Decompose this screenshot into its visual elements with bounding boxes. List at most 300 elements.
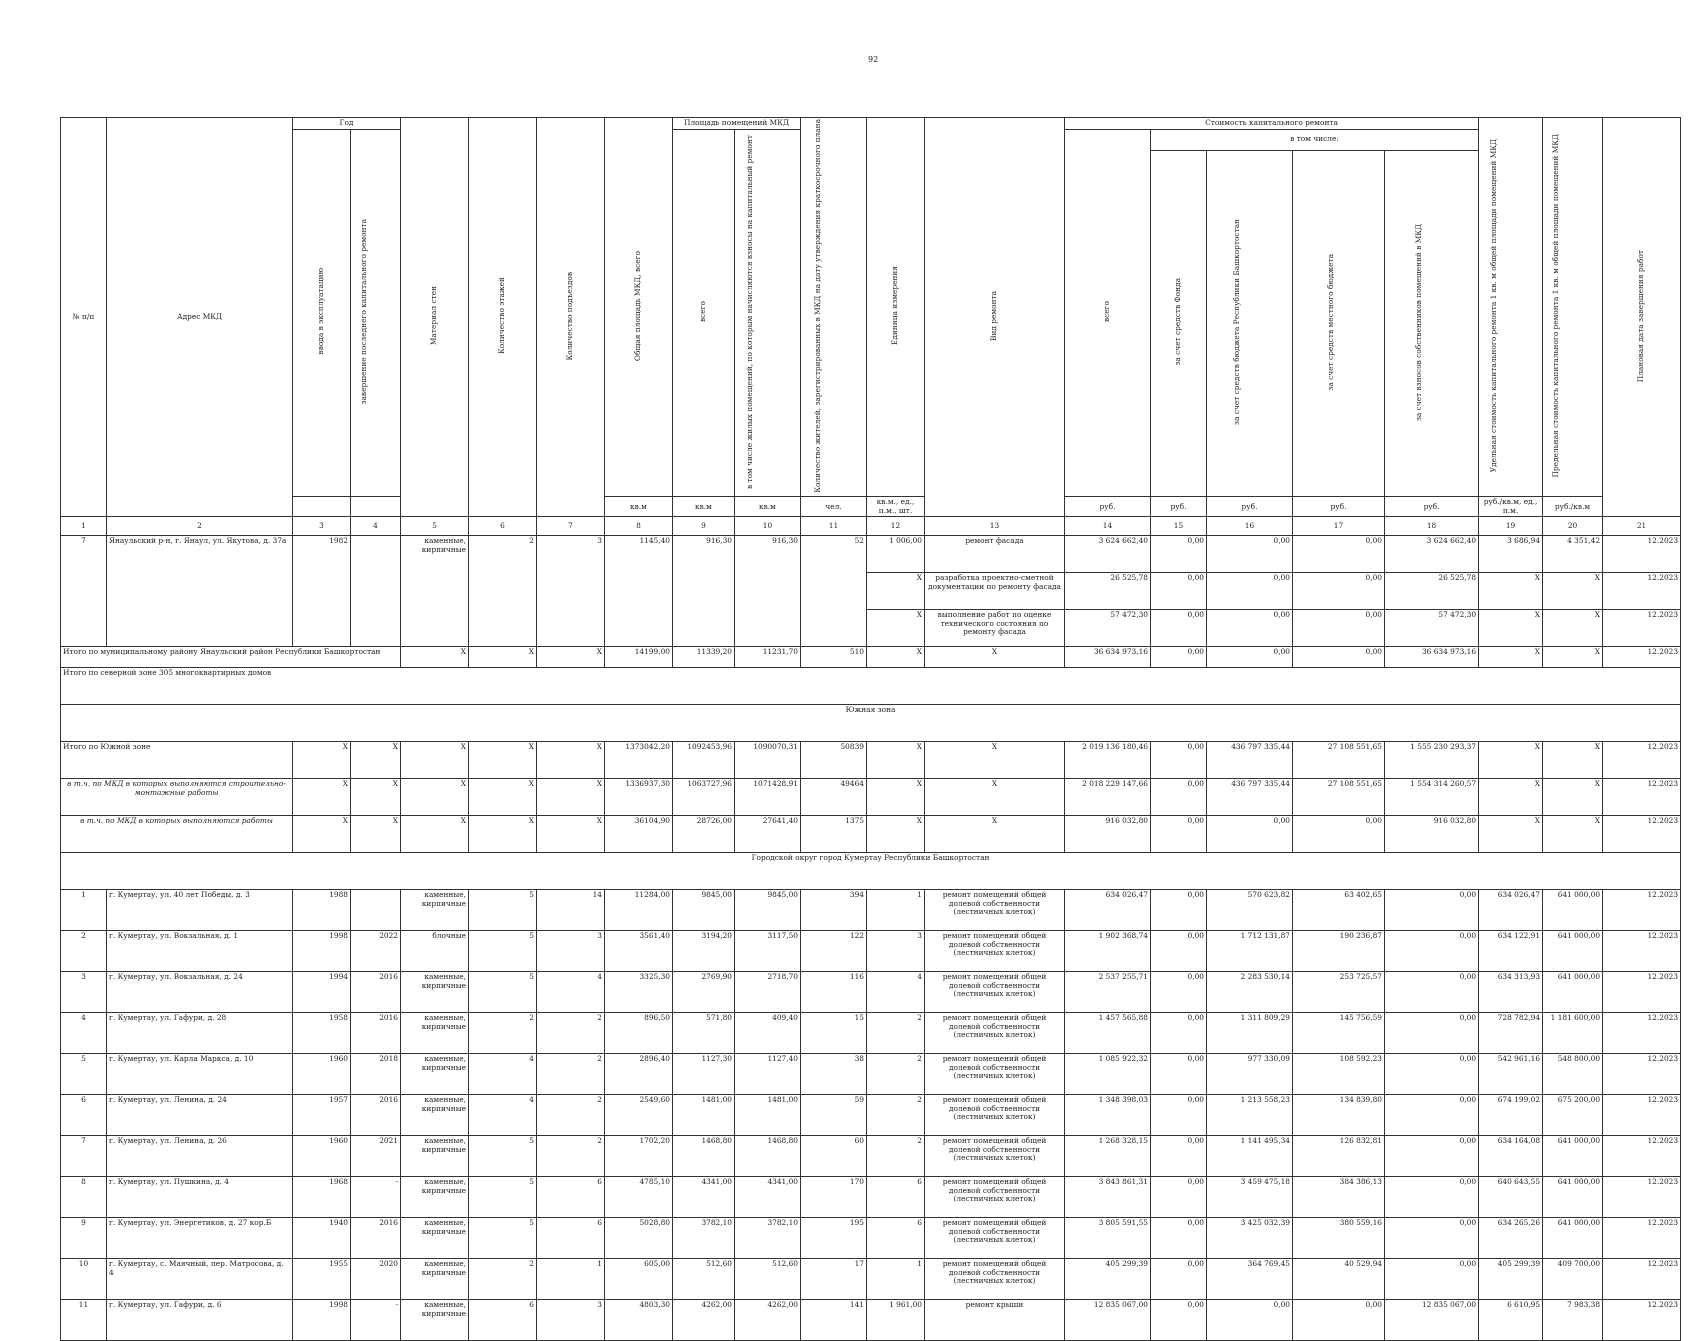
- row-no: 7: [61, 536, 107, 647]
- row-entrances: 14: [537, 890, 605, 931]
- total-row: [61, 647, 1681, 668]
- row-premises: 1468,80: [673, 1136, 735, 1177]
- col-number: 13: [925, 517, 1065, 536]
- row-address: г. Кумертау, ул. Вокзальная, д. 1: [107, 931, 293, 972]
- row-budget-local: 108 592,23: [1293, 1054, 1385, 1095]
- total-row: [61, 816, 1681, 853]
- south-sub2-label: в т.ч. по МКД в которых выполняются работы: [61, 816, 293, 853]
- south-total-last: X: [351, 742, 401, 779]
- row-cost-total: 3 843 861,31: [1065, 1177, 1151, 1218]
- row-fund: 0,00: [1151, 1177, 1207, 1218]
- total-area: 14199,00: [605, 647, 673, 668]
- row-budget-local: 40 529,94: [1293, 1259, 1385, 1300]
- row-repair-type: ремонт помещений общей долевой собственности (лестничных клеток): [925, 972, 1065, 1013]
- col-number: 8: [605, 517, 673, 536]
- row-premises-repair: 1481,00: [735, 1095, 801, 1136]
- hdr-owners: за счет взносов собственников помещений в МКД: [1385, 150, 1479, 497]
- row-no: 5: [61, 1054, 107, 1095]
- south-total-budget-local: 27 108 551,65: [1293, 742, 1385, 779]
- south-total-year: X: [293, 742, 351, 779]
- row-owners: 0,00: [1385, 972, 1479, 1013]
- row-plan-date: 12.2023: [1603, 536, 1681, 573]
- row-budget-rb: 2 283 530,14: [1207, 972, 1293, 1013]
- table-row: [61, 1300, 1681, 1341]
- row-repair-type: ремонт помещений общей долевой собственности (лестничных клеток): [925, 1218, 1065, 1259]
- row-plan-date: 12.2023: [1603, 1136, 1681, 1177]
- south-sub1-owners: 1 554 314 260,57: [1385, 779, 1479, 816]
- row-unit: 1 961,00: [867, 1300, 925, 1341]
- south-sub1-label: в т.ч. по МКД в которых выполняются строительно-монтажные работы: [61, 779, 293, 816]
- row-material: каменные, кирпичные: [401, 972, 469, 1013]
- row-residents: 141: [801, 1300, 867, 1341]
- row-address: г. Кумертау, ул. Гафури, д. 28: [107, 1013, 293, 1054]
- south-sub2-floors: X: [469, 816, 537, 853]
- south-total-max: X: [1543, 742, 1603, 779]
- south-total-unit: X: [867, 742, 925, 779]
- south-sub2-unit: X: [867, 816, 925, 853]
- row-repair-type: ремонт фасада: [925, 536, 1065, 573]
- row-max-cost: 641 000,00: [1543, 1218, 1603, 1259]
- row-fund: 0,00: [1151, 610, 1207, 647]
- row-total-area: 896,50: [605, 1013, 673, 1054]
- row-repair-type: ремонт помещений общей долевой собственности (лестничных клеток): [925, 1177, 1065, 1218]
- row-address: Янаульский р-н, г. Янаул, ул. Якутова, д. 37а: [107, 536, 293, 647]
- row-last-repair: 2016: [351, 1013, 401, 1054]
- row-no: 3: [61, 972, 107, 1013]
- row-year: 1940: [293, 1218, 351, 1259]
- hdr-wall-material: Материал стен: [401, 118, 469, 517]
- col-number: 3: [293, 517, 351, 536]
- row-year: 1994: [293, 972, 351, 1013]
- capital-repair-table: [60, 117, 1681, 1341]
- row-cost-total: 12 835 067,00: [1065, 1300, 1151, 1341]
- hdr-premises-area: Площадь помещений МКД: [673, 118, 801, 130]
- row-max-cost: 641 000,00: [1543, 931, 1603, 972]
- hdr-premises-repair: в том числе жилых помещений, по которым начисляются взносы на капитальный ремонт: [735, 129, 801, 497]
- row-budget-rb: 1 712 131,87: [1207, 931, 1293, 972]
- row-specific-cost: 542 961,16: [1479, 1054, 1543, 1095]
- row-specific-cost: 640 643,55: [1479, 1177, 1543, 1218]
- south-sub2-owners: 916 032,80: [1385, 816, 1479, 853]
- row-last-repair: 2016: [351, 1095, 401, 1136]
- south-sub2-year: X: [293, 816, 351, 853]
- row-plan-date: 12.2023: [1603, 931, 1681, 972]
- col-number: 19: [1479, 517, 1543, 536]
- row-owners: 0,00: [1385, 890, 1479, 931]
- south-sub1-premises: 1063727,96: [673, 779, 735, 816]
- row-premises-repair: 9845,00: [735, 890, 801, 931]
- row-fund: 0,00: [1151, 1259, 1207, 1300]
- south-total-budget-rb: 436 797 335,44: [1207, 742, 1293, 779]
- row-unit: X: [867, 573, 925, 610]
- row-budget-rb: 364 769,45: [1207, 1259, 1293, 1300]
- row-cost-total: 1 457 565,88: [1065, 1013, 1151, 1054]
- row-budget-rb: 3 459 475,18: [1207, 1177, 1293, 1218]
- row-plan-date: 12.2023: [1603, 1218, 1681, 1259]
- row-floors: 2: [469, 1013, 537, 1054]
- hdr-unit-residents: чел.: [801, 497, 867, 517]
- total-cost: 36 634 973,16: [1065, 647, 1151, 668]
- row-last-repair: 2016: [351, 1218, 401, 1259]
- row-max-cost: 409 700,00: [1543, 1259, 1603, 1300]
- hdr-cost: Стоимость капитального ремонта: [1065, 118, 1479, 130]
- hdr-max-cost: Предельная стоимость капитального ремонта 1 кв. м общей площади помещений МКД: [1543, 118, 1603, 497]
- row-address: г. Кумертау, ул. 40 лет Победы, д. 3: [107, 890, 293, 931]
- row-premises: 3782,10: [673, 1218, 735, 1259]
- hdr-specific-cost: Удельная стоимость капитального ремонта 1 кв. м общей площади помещений МКД: [1479, 118, 1543, 497]
- row-max-cost: 675 200,00: [1543, 1095, 1603, 1136]
- col-number: 10: [735, 517, 801, 536]
- south-sub2-date: 12.2023: [1603, 816, 1681, 853]
- row-premises: 512,60: [673, 1259, 735, 1300]
- row-budget-local: 380 559,16: [1293, 1218, 1385, 1259]
- hdr-including: в том числе:: [1151, 129, 1479, 150]
- south-total-date: 12.2023: [1603, 742, 1681, 779]
- table-row: [61, 1177, 1681, 1218]
- col-number: 6: [469, 517, 537, 536]
- south-sub1-budget-rb: 436 797 335,44: [1207, 779, 1293, 816]
- hdr-unit-cost-total: руб.: [1065, 497, 1151, 517]
- row-budget-local: 145 756,59: [1293, 1013, 1385, 1054]
- row-last-repair: 2020: [351, 1259, 401, 1300]
- row-floors: 5: [469, 1136, 537, 1177]
- south-sub1-floors: X: [469, 779, 537, 816]
- row-budget-local: 253 725,57: [1293, 972, 1385, 1013]
- row-year: 1988: [293, 890, 351, 931]
- row-year: 1998: [293, 931, 351, 972]
- hdr-unit-max: руб./кв.м: [1543, 497, 1603, 517]
- row-last-repair: 2021: [351, 1136, 401, 1177]
- table-row: [61, 1136, 1681, 1177]
- row-plan-date: 12.2023: [1603, 1054, 1681, 1095]
- row-residents: 52: [801, 536, 867, 647]
- south-sub1-unit: X: [867, 779, 925, 816]
- south-sub2-max: X: [1543, 816, 1603, 853]
- row-max-cost: 641 000,00: [1543, 1177, 1603, 1218]
- row-budget-local: 0,00: [1293, 573, 1385, 610]
- row-budget-rb: 1 311 809,29: [1207, 1013, 1293, 1054]
- col-number: 21: [1603, 517, 1681, 536]
- south-sub2-residents: 1375: [801, 816, 867, 853]
- total-budget-rb: 0,00: [1207, 647, 1293, 668]
- row-total-area: 3561,40: [605, 931, 673, 972]
- south-sub1-fund: 0,00: [1151, 779, 1207, 816]
- total-budget-local: 0,00: [1293, 647, 1385, 668]
- row-plan-date: 12.2023: [1603, 1300, 1681, 1341]
- row-no: 2: [61, 931, 107, 972]
- south-sub1-entrances: X: [537, 779, 605, 816]
- total-row: [61, 742, 1681, 779]
- row-owners: 0,00: [1385, 1013, 1479, 1054]
- row-entrances: 2: [537, 1136, 605, 1177]
- hdr-floors: Количество этажей: [469, 118, 537, 517]
- row-plan-date: 12.2023: [1603, 972, 1681, 1013]
- row-budget-local: 190 236,87: [1293, 931, 1385, 972]
- row-entrances: 1: [537, 1259, 605, 1300]
- row-max-cost: 4 351,42: [1543, 536, 1603, 573]
- row-fund: 0,00: [1151, 1095, 1207, 1136]
- row-repair-type: ремонт помещений общей долевой собственности (лестничных клеток): [925, 1054, 1065, 1095]
- total-label: Итого по муниципальному району Янаульский район Республики Башкортостан: [61, 647, 401, 668]
- row-no: 1: [61, 890, 107, 931]
- total-row: [61, 779, 1681, 816]
- hdr-unit: Единица измерения: [867, 118, 925, 497]
- row-cost-total: 1 268 328,15: [1065, 1136, 1151, 1177]
- row-premises-repair: 2718,70: [735, 972, 801, 1013]
- row-cost-total: 405 299,39: [1065, 1259, 1151, 1300]
- row-budget-local: 134 839,80: [1293, 1095, 1385, 1136]
- row-residents: 60: [801, 1136, 867, 1177]
- row-cost-total: 634 026,47: [1065, 890, 1151, 931]
- hdr-unit-total-area: кв.м: [605, 497, 673, 517]
- hdr-unit-fund: руб.: [1151, 497, 1207, 517]
- row-last-repair: -: [351, 1300, 401, 1341]
- row-floors: 5: [469, 931, 537, 972]
- row-budget-local: 0,00: [1293, 536, 1385, 573]
- table-row: [61, 536, 1681, 573]
- hdr-year: Год: [293, 118, 401, 130]
- row-premises-repair: 512,60: [735, 1259, 801, 1300]
- row-material: каменные, кирпичные: [401, 1218, 469, 1259]
- row-premises-repair: 1127,40: [735, 1054, 801, 1095]
- row-year: 1960: [293, 1054, 351, 1095]
- north-zone-total-label: Итого по северной зоне 305 многоквартирных домов: [61, 668, 1681, 705]
- row-unit: 1 006,00: [867, 536, 925, 573]
- row-address: г. Кумертау, ул. Пушкина, д. 4: [107, 1177, 293, 1218]
- row-unit: 6: [867, 1218, 925, 1259]
- row-premises-repair: 4341,00: [735, 1177, 801, 1218]
- row-no: 8: [61, 1177, 107, 1218]
- total-unit: X: [867, 647, 925, 668]
- row-year: 1968: [293, 1177, 351, 1218]
- row-floors: 5: [469, 1177, 537, 1218]
- row-budget-rb: 3 425 032,39: [1207, 1218, 1293, 1259]
- row-unit: 4: [867, 972, 925, 1013]
- row-fund: 0,00: [1151, 1136, 1207, 1177]
- row-premises: 4262,00: [673, 1300, 735, 1341]
- row-plan-date: 12.2023: [1603, 1095, 1681, 1136]
- south-sub2-cost: 916 032,80: [1065, 816, 1151, 853]
- row-budget-rb: 570 623,82: [1207, 890, 1293, 931]
- row-repair-type: выполнение работ по оценке технического состояния по ремонту фасада: [925, 610, 1065, 647]
- row-owners: 0,00: [1385, 1054, 1479, 1095]
- row-material: блочные: [401, 931, 469, 972]
- row-specific-cost: 674 199,02: [1479, 1095, 1543, 1136]
- table-row: [61, 972, 1681, 1013]
- row-fund: 0,00: [1151, 1218, 1207, 1259]
- row-specific-cost: X: [1479, 573, 1543, 610]
- row-repair-type: ремонт помещений общей долевой собственности (лестничных клеток): [925, 1095, 1065, 1136]
- col-number: 5: [401, 517, 469, 536]
- row-residents: 195: [801, 1218, 867, 1259]
- table-row: [61, 1259, 1681, 1300]
- south-sub2-specific: X: [1479, 816, 1543, 853]
- page-number: 92: [868, 55, 879, 64]
- row-plan-date: 12.2023: [1603, 573, 1681, 610]
- row-entrances: 3: [537, 536, 605, 647]
- row-plan-date: 12.2023: [1603, 1259, 1681, 1300]
- row-fund: 0,00: [1151, 573, 1207, 610]
- hdr-budget-rb: за счет средств бюджета Республики Башкортостан: [1207, 150, 1293, 497]
- col-number: 14: [1065, 517, 1151, 536]
- hdr-no: № п/п: [61, 118, 107, 517]
- capital-repair-table-wrap: [60, 117, 1680, 1341]
- row-budget-rb: 0,00: [1207, 610, 1293, 647]
- col-number: 18: [1385, 517, 1479, 536]
- row-plan-date: 12.2023: [1603, 610, 1681, 647]
- row-cost-total: 26 525,78: [1065, 573, 1151, 610]
- row-max-cost: 548 800,00: [1543, 1054, 1603, 1095]
- row-fund: 0,00: [1151, 536, 1207, 573]
- row-premises: 916,30: [673, 536, 735, 647]
- row-address: г. Кумертау, ул. Вокзальная, д. 24: [107, 972, 293, 1013]
- row-unit: 2: [867, 1054, 925, 1095]
- south-sub1-budget-local: 27 108 551,65: [1293, 779, 1385, 816]
- row-last-repair: 2018: [351, 1054, 401, 1095]
- row-no: 7: [61, 1136, 107, 1177]
- row-budget-local: 0,00: [1293, 610, 1385, 647]
- row-residents: 17: [801, 1259, 867, 1300]
- row-entrances: 2: [537, 1013, 605, 1054]
- total-row: [61, 668, 1681, 705]
- row-fund: 0,00: [1151, 1013, 1207, 1054]
- south-sub1-year: X: [293, 779, 351, 816]
- row-last-repair: [351, 890, 401, 931]
- row-residents: 38: [801, 1054, 867, 1095]
- section-row: [61, 853, 1681, 890]
- row-cost-total: 3 805 591,55: [1065, 1218, 1151, 1259]
- south-sub2-fund: 0,00: [1151, 816, 1207, 853]
- total-premises: 11339,20: [673, 647, 735, 668]
- south-sub2-last: X: [351, 816, 401, 853]
- row-address: г. Кумертау, ул. Карла Маркса, д. 10: [107, 1054, 293, 1095]
- row-address: г. Кумертау, ул. Гафури, д. 6: [107, 1300, 293, 1341]
- row-max-cost: 7 983,38: [1543, 1300, 1603, 1341]
- hdr-premises-total: всего: [673, 129, 735, 497]
- total-premises-repair: 11231,70: [735, 647, 801, 668]
- row-specific-cost: X: [1479, 610, 1543, 647]
- row-plan-date: 12.2023: [1603, 890, 1681, 931]
- row-budget-rb: 1 141 495,34: [1207, 1136, 1293, 1177]
- row-floors: 5: [469, 972, 537, 1013]
- row-entrances: 2: [537, 1095, 605, 1136]
- row-residents: 122: [801, 931, 867, 972]
- row-specific-cost: 6 610,95: [1479, 1300, 1543, 1341]
- row-owners: 0,00: [1385, 1177, 1479, 1218]
- south-total-specific: X: [1479, 742, 1543, 779]
- row-owners: 0,00: [1385, 1259, 1479, 1300]
- row-no: 10: [61, 1259, 107, 1300]
- hdr-entrances: Количество подъездов: [537, 118, 605, 517]
- south-sub2-area: 36104,90: [605, 816, 673, 853]
- south-sub1-max: X: [1543, 779, 1603, 816]
- hdr-address: Адрес МКД: [107, 118, 293, 517]
- south-total-residents: 50839: [801, 742, 867, 779]
- row-premises: 571,80: [673, 1013, 735, 1054]
- row-budget-local: 0,00: [1293, 1300, 1385, 1341]
- row-premises: 9845,00: [673, 890, 735, 931]
- south-sub2-premises-repair: 27641,40: [735, 816, 801, 853]
- south-total-area: 1373042,20: [605, 742, 673, 779]
- row-specific-cost: 405 299,39: [1479, 1259, 1543, 1300]
- row-residents: 394: [801, 890, 867, 931]
- row-total-area: 605,00: [605, 1259, 673, 1300]
- col-number: 1: [61, 517, 107, 536]
- table-row: [61, 1013, 1681, 1054]
- row-address: г. Кумертау, с. Маячный, пер. Матросова, д. 4: [107, 1259, 293, 1300]
- row-fund: 0,00: [1151, 931, 1207, 972]
- hdr-unit-budget-local: руб.: [1293, 497, 1385, 517]
- col-number: 7: [537, 517, 605, 536]
- row-max-cost: 1 181 600,00: [1543, 1013, 1603, 1054]
- row-total-area: 4785,10: [605, 1177, 673, 1218]
- row-owners: 26 525,78: [1385, 573, 1479, 610]
- col-number: 17: [1293, 517, 1385, 536]
- row-repair-type: ремонт помещений общей долевой собственности (лестничных клеток): [925, 931, 1065, 972]
- row-address: г. Кумертау, ул. Энергетиков, д. 27 кор.Б: [107, 1218, 293, 1259]
- row-premises: 3194,20: [673, 931, 735, 972]
- row-specific-cost: 634 265,26: [1479, 1218, 1543, 1259]
- row-residents: 116: [801, 972, 867, 1013]
- col-number: 2: [107, 517, 293, 536]
- row-budget-rb: 0,00: [1207, 536, 1293, 573]
- row-budget-rb: 1 213 558,23: [1207, 1095, 1293, 1136]
- row-budget-rb: 0,00: [1207, 573, 1293, 610]
- row-year: 1955: [293, 1259, 351, 1300]
- row-unit: 6: [867, 1177, 925, 1218]
- row-material: каменные, кирпичные: [401, 1259, 469, 1300]
- row-total-area: 11284,00: [605, 890, 673, 931]
- col-number: 11: [801, 517, 867, 536]
- table-row: [61, 1218, 1681, 1259]
- row-repair-type: ремонт помещений общей долевой собственности (лестничных клеток): [925, 1259, 1065, 1300]
- total-floors: X: [469, 647, 537, 668]
- table-row: [61, 1095, 1681, 1136]
- row-premises: 1481,00: [673, 1095, 735, 1136]
- row-no: 9: [61, 1218, 107, 1259]
- row-fund: 0,00: [1151, 1300, 1207, 1341]
- south-sub1-date: 12.2023: [1603, 779, 1681, 816]
- total-specific: X: [1479, 647, 1543, 668]
- row-total-area: 2896,40: [605, 1054, 673, 1095]
- row-premises-repair: 4262,00: [735, 1300, 801, 1341]
- south-total-cost: 2 019 136 180,46: [1065, 742, 1151, 779]
- row-residents: 170: [801, 1177, 867, 1218]
- col-number: 4: [351, 517, 401, 536]
- row-floors: 5: [469, 890, 537, 931]
- row-residents: 15: [801, 1013, 867, 1054]
- south-sub2-entrances: X: [537, 816, 605, 853]
- row-floors: 4: [469, 1095, 537, 1136]
- row-max-cost: 641 000,00: [1543, 972, 1603, 1013]
- hdr-year-commission: ввода в эксплуатацию: [293, 129, 351, 497]
- hdr-plan-date: Плановая дата завершения работ: [1603, 118, 1681, 517]
- row-specific-cost: 634 026,47: [1479, 890, 1543, 931]
- row-fund: 0,00: [1151, 890, 1207, 931]
- row-year: 1958: [293, 1013, 351, 1054]
- row-premises-repair: 409,40: [735, 1013, 801, 1054]
- row-owners: 3 624 662,40: [1385, 536, 1479, 573]
- row-plan-date: 12.2023: [1603, 1013, 1681, 1054]
- row-cost-total: 57 472,30: [1065, 610, 1151, 647]
- table-row: [61, 1054, 1681, 1095]
- row-max-cost: 641 000,00: [1543, 890, 1603, 931]
- row-repair-type: ремонт помещений общей долевой собственности (лестничных клеток): [925, 1013, 1065, 1054]
- row-repair-type: ремонт крыши: [925, 1300, 1065, 1341]
- hdr-unit-premises-repair: кв.м: [735, 497, 801, 517]
- row-entrances: 4: [537, 972, 605, 1013]
- row-unit: 2: [867, 1136, 925, 1177]
